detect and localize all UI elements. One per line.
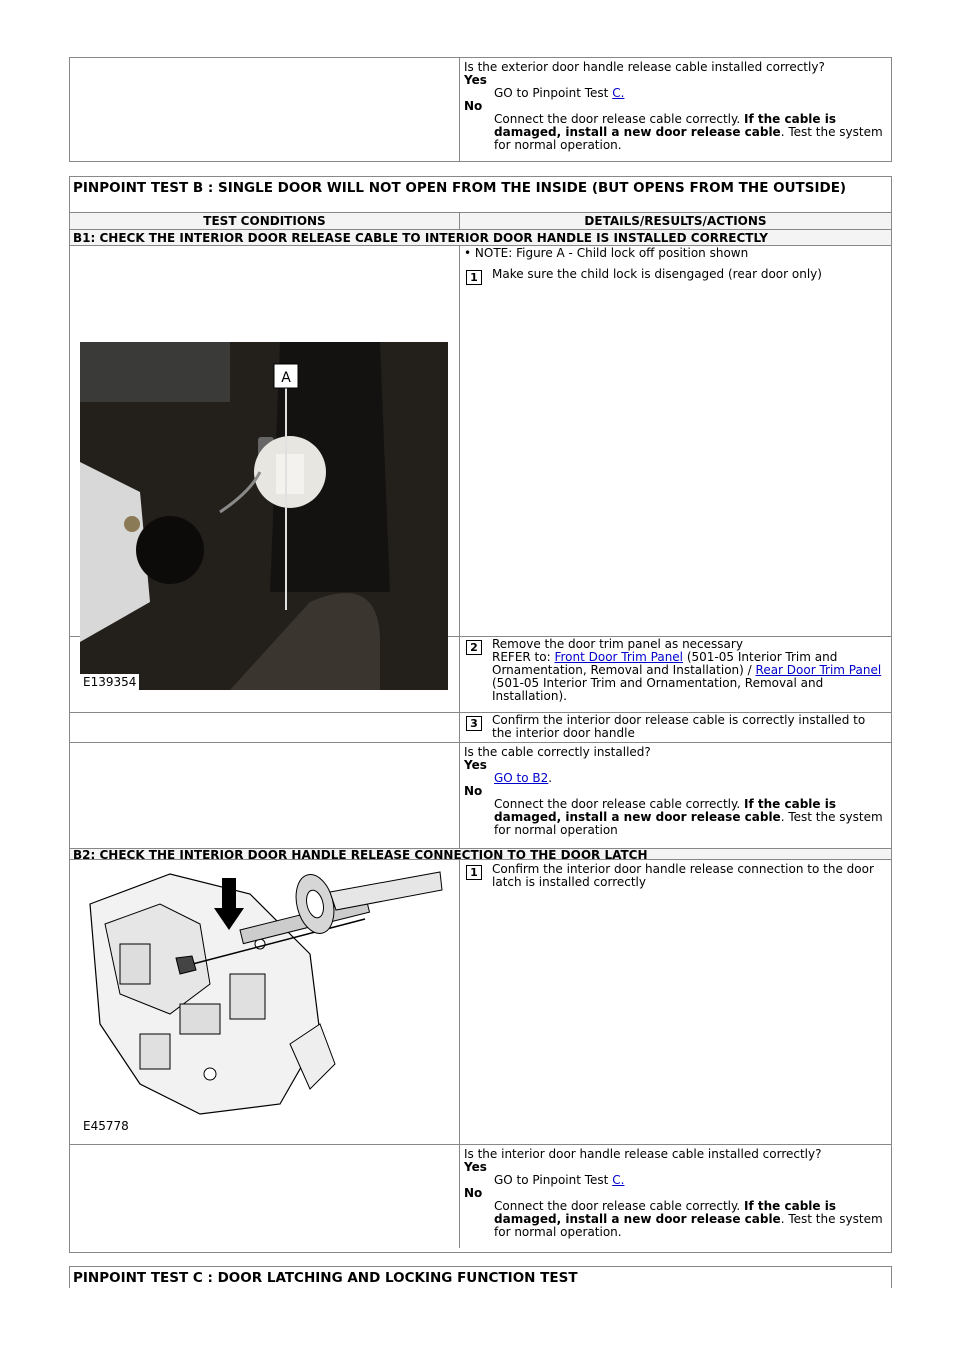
no-tail-text: . Test the system for normal operation <box>494 810 883 837</box>
door-latch-illustration <box>80 864 448 1134</box>
question-text: Is the exterior door handle release cable installed correctly? <box>464 60 825 74</box>
yes-text: GO to Pinpoint Test <box>494 86 613 100</box>
pinpoint-test-c-table <box>69 1266 892 1288</box>
no-tail-text: . Test the system for normal operation. <box>494 1212 883 1239</box>
no-text: Connect the door release cable correctly. <box>494 797 745 811</box>
b1-section-title: B1: CHECK THE INTERIOR DOOR RELEASE CABLE TO INTERIOR DOOR HANDLE IS INSTALLED CORRECTLY <box>70 230 891 246</box>
b2-result-cell <box>460 1145 891 1248</box>
b1-figure-cell <box>70 246 460 689</box>
yes-label: Yes <box>464 758 487 772</box>
top-result-table <box>69 57 892 162</box>
figure-callout-a: A <box>281 370 291 386</box>
yes-label: Yes <box>464 1160 487 1174</box>
rear-door-trim-panel-link[interactable]: Rear Door Trim Panel <box>755 663 882 677</box>
empty-condition-cell <box>70 58 460 161</box>
step3-text: Confirm the interior door release cable is correctly installed to the interior door handle <box>492 713 866 740</box>
result-cell <box>460 58 891 161</box>
b1-step2-cell <box>460 637 891 712</box>
b1-step1-cell <box>460 246 891 636</box>
figure-code-e139354: E139354 <box>80 674 139 690</box>
step-number-1: 1 <box>466 865 482 880</box>
refer-mid-text: (501-05 Interior Trim and Ornamentation, Removal and Installation) / <box>492 650 838 677</box>
yes-end-text: . <box>548 771 553 785</box>
no-label: No <box>464 99 483 113</box>
step1-text: Make sure the child lock is disengaged (rear door only) <box>492 267 822 281</box>
go-to-b2-link[interactable]: GO to B2 <box>494 771 549 785</box>
yes-text: GO to Pinpoint Test <box>494 1173 613 1187</box>
empty-condition-cell <box>70 743 460 848</box>
column-headers <box>70 213 891 230</box>
b1-step3-cell <box>460 713 891 742</box>
empty-condition-cell <box>70 1145 460 1248</box>
step2-text: Remove the door trim panel as necessary <box>492 637 743 651</box>
b2-figure-cell <box>70 860 460 1144</box>
col-details-results-actions: DETAILS/RESULTS/ACTIONS <box>584 214 767 228</box>
no-text: Connect the door release cable correctly. <box>494 112 745 126</box>
b2-step1-cell <box>460 860 891 1144</box>
no-bold-text: If the cable is damaged, install a new door release cable <box>494 112 836 139</box>
no-label: No <box>464 1186 483 1200</box>
test-c-title: PINPOINT TEST C : DOOR LATCHING AND LOCKING FUNCTION TEST <box>73 1270 578 1286</box>
no-label: No <box>464 784 483 798</box>
door-latch-drawing <box>80 864 448 1134</box>
empty-condition-cell <box>70 637 460 712</box>
pinpoint-test-c-link[interactable]: C. <box>612 1173 625 1187</box>
test-b-title: PINPOINT TEST B : SINGLE DOOR WILL NOT OPEN FROM THE INSIDE (BUT OPENS FROM THE OUTSIDE) <box>70 177 891 213</box>
front-door-trim-panel-link[interactable]: Front Door Trim Panel <box>554 650 684 664</box>
b1-question-text: Is the cable correctly installed? <box>464 745 651 759</box>
note-text: • NOTE: Figure A - Child lock off position shown <box>464 246 749 260</box>
b2-step1-text: Confirm the interior door handle release connection to the door latch is installed correctly <box>492 862 874 889</box>
step-number-1: 1 <box>466 270 482 285</box>
pinpoint-test-c-link[interactable]: C. <box>612 86 625 100</box>
figure-code-e45778: E45778 <box>80 1118 132 1134</box>
no-bold-text: If the cable is damaged, install a new door release cable <box>494 1199 836 1226</box>
refer-end-text: (501-05 Interior Trim and Ornamentation, Removal and Installation). <box>492 676 824 703</box>
b2-section-title: B2: CHECK THE INTERIOR DOOR HANDLE RELEASE CONNECTION TO THE DOOR LATCH <box>70 848 891 860</box>
step-number-2: 2 <box>466 640 482 655</box>
refer-text: REFER to: <box>492 650 555 664</box>
empty-condition-cell <box>70 713 460 742</box>
b2-question-text: Is the interior door handle release cable installed correctly? <box>464 1147 822 1161</box>
b1-result-cell <box>460 743 891 848</box>
yes-label: Yes <box>464 73 487 87</box>
col-test-conditions: TEST CONDITIONS <box>70 213 460 229</box>
no-text: Connect the door release cable correctly. <box>494 1199 745 1213</box>
step-number-3: 3 <box>466 716 482 731</box>
pinpoint-test-b-table <box>69 176 892 1253</box>
no-tail-text: . Test the system for normal operation. <box>494 125 883 152</box>
no-bold-text: If the cable is damaged, install a new door release cable <box>494 797 836 824</box>
